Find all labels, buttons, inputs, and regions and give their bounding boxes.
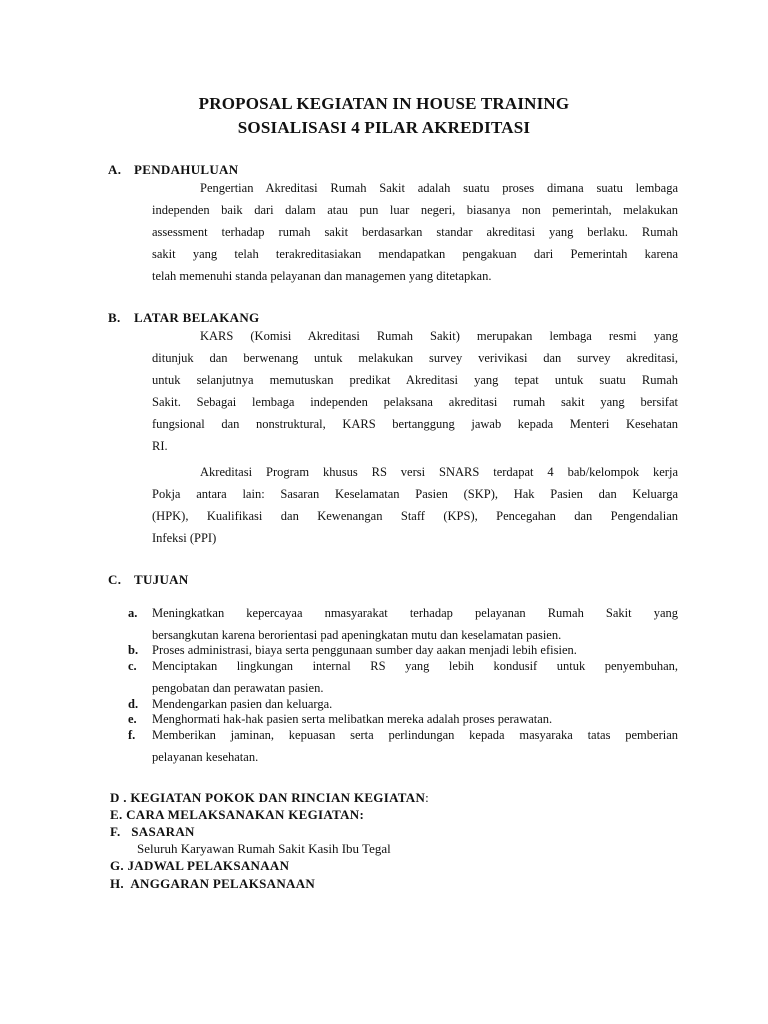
paragraph-line: Pokja antara lain: Sasaran Keselamatan Pasien (SKP), Hak Pasien dan Keluarga: [152, 487, 678, 501]
paragraph-line: ditunjuk dan berwenang untuk melakukan survey verivikasi dan survey akreditasi,: [152, 351, 678, 365]
section-h-heading: H. ANGGARAN PELAKSANAAN: [110, 876, 316, 891]
list-item-line: pengobatan dan perawatan pasien.: [152, 681, 324, 695]
list-marker: f.: [128, 728, 136, 742]
list-item-line: pelayanan kesehatan.: [152, 750, 259, 764]
paragraph-line: fungsional dan nonstruktural, KARS bertanggung jawab kepada Menteri Kesehatan: [152, 417, 678, 431]
section-f-heading: F. SASARAN: [110, 824, 195, 839]
document-title-line-1: PROPOSAL KEGIATAN IN HOUSE TRAINING: [198, 94, 570, 113]
document-title-line-2: SOSIALISASI 4 PILAR AKREDITASI: [237, 118, 531, 137]
section-e-heading: E. CARA MELAKSANAKAN KEGIATAN:: [110, 807, 365, 822]
paragraph-line: independen baik dari dalam atau pun luar negeri, biasanya non pemerintah, melakukan: [152, 203, 678, 217]
paragraph-line: telah memenuhi standa pelayanan dan managemen yang ditetapkan.: [152, 269, 492, 283]
section-g-heading: G. JADWAL PELAKSANAAN: [110, 858, 290, 873]
list-marker: c.: [128, 659, 137, 673]
section-a-title: PENDAHULUAN: [134, 162, 239, 177]
list-item-line: Menciptakan lingkungan internal RS yang lebih kondusif untuk penyembuhan,: [152, 659, 678, 673]
list-marker: b.: [128, 643, 139, 657]
section-d-colon: :: [425, 790, 430, 805]
list-item-line: Proses administrasi, biaya serta penggunaan sumber day aakan menjadi lebih efisien.: [152, 643, 577, 657]
section-b-heading: [108, 310, 259, 326]
section-c-letter: C.: [108, 572, 122, 587]
list-item-line: Menghormati hak-hak pasien serta melibatkan mereka adalah proses perawatan.: [152, 712, 553, 726]
paragraph-line: Sakit. Sebagai lembaga independen pelaksana akreditasi rumah sakit yang bersifat: [152, 395, 678, 409]
list-marker: e.: [128, 712, 137, 726]
section-c-title: TUJUAN: [134, 572, 189, 587]
section-d-title: D . KEGIATAN POKOK DAN RINCIAN KEGIATAN: [110, 790, 426, 805]
paragraph-line: KARS (Komisi Akreditasi Rumah Sakit) merupakan lembaga resmi yang: [200, 329, 678, 343]
paragraph-line: RI.: [152, 439, 168, 453]
paragraph-line: sakit yang telah terakreditasiakan mendapatkan pengakuan dari Pemerintah karena: [152, 247, 678, 261]
paragraph-line: untuk selanjutnya memutuskan predikat Akreditasi yang tepat untuk suatu Rumah: [152, 373, 678, 387]
section-c-heading: [108, 572, 189, 588]
list-item-line: Meningkatkan kepercayaa nmasyarakat terhadap pelayanan Rumah Sakit yang: [152, 606, 678, 620]
paragraph-line: Pengertian Akreditasi Rumah Sakit adalah suatu proses dimana suatu lembaga: [200, 181, 678, 195]
paragraph-line: assessment terhadap rumah sakit berdasarkan standar akreditasi yang berlaku. Rumah: [152, 225, 678, 239]
paragraph-line: (HPK), Kualifikasi dan Kewenangan Staff (KPS), Pencegahan dan Pengendalian: [152, 509, 678, 523]
section-a-paragraph: [152, 177, 678, 287]
list-item-line: Mendengarkan pasien dan keluarga.: [152, 697, 333, 711]
section-b-title: LATAR BELAKANG: [134, 310, 260, 325]
section-b-letter: B.: [108, 310, 121, 325]
list-marker: a.: [128, 606, 138, 620]
section-a-letter: A.: [108, 162, 122, 177]
paragraph-line: Infeksi (PPI): [152, 531, 217, 545]
section-b-paragraph-1: [152, 325, 678, 457]
list-item-line: Memberikan jaminan, kepuasan serta perlindungan kepada masyaraka tatas pemberian: [152, 728, 678, 742]
section-b-paragraph-2: [152, 461, 678, 549]
section-a-heading: [108, 162, 238, 178]
section-d-heading: [110, 790, 429, 806]
list-item-line: bersangkutan karena berorientasi pad apeningkatan mutu dan keselamatan pasien.: [152, 628, 562, 642]
paragraph-line: Akreditasi Program khusus RS versi SNARS terdapat 4 bab/kelompok kerja: [200, 465, 678, 479]
section-f-target-text: Seluruh Karyawan Rumah Sakit Kasih Ibu Tegal: [137, 841, 391, 856]
list-marker: d.: [128, 697, 139, 711]
